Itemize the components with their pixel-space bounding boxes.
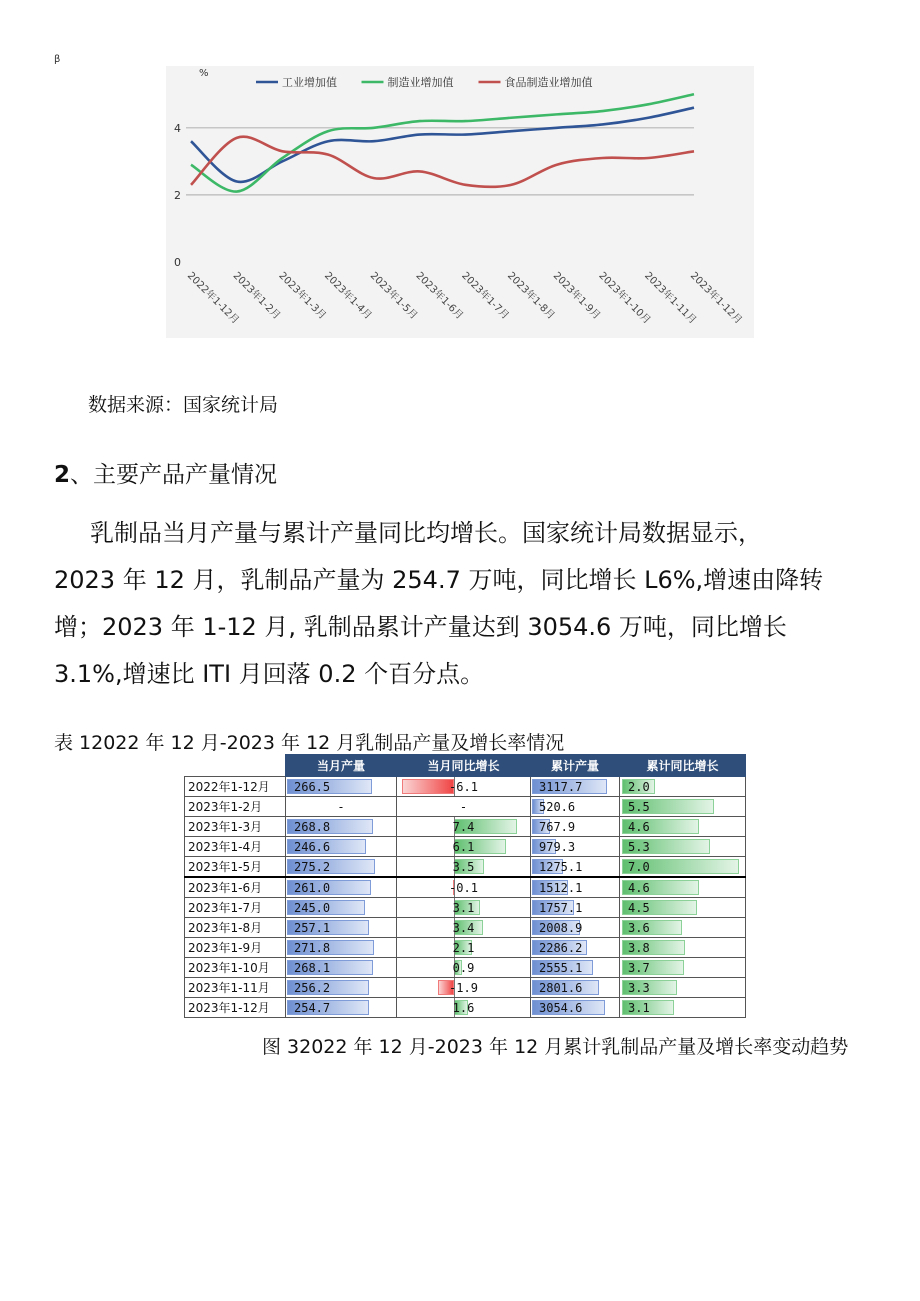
monthly-output-value: 268.8: [294, 819, 331, 834]
x-tick-label: 2023年1-11月: [642, 270, 699, 327]
body-paragraph: [54, 510, 874, 698]
monthly-yoy-cell: [397, 797, 531, 817]
monthly-yoy-cell: [397, 898, 531, 918]
cumulative-yoy-value: 3.1: [628, 1000, 650, 1015]
cumulative-output-value: 520.6: [539, 799, 576, 814]
cumulative-output-value: 979.3: [539, 839, 576, 854]
industrial-growth-chart: [166, 66, 754, 338]
row-label: 2023年1-7月: [185, 898, 286, 918]
legend-label: 制造业增加值: [387, 76, 454, 89]
cumulative-output-value: 1512.1: [539, 880, 583, 895]
row-label: 2022年1-12月: [185, 777, 286, 797]
section-number: 2: [54, 462, 71, 488]
cumulative-output-cell: [531, 777, 620, 797]
monthly-yoy-value: -6.1: [449, 779, 478, 794]
monthly-output-cell: [286, 918, 397, 938]
cumulative-yoy-cell: [620, 998, 746, 1018]
x-tick-label: 2023年1-7月: [459, 270, 511, 322]
monthly-yoy-value: 1.6: [452, 1000, 475, 1015]
cumulative-output-cell: [531, 877, 620, 898]
monthly-output-cell: [286, 898, 397, 918]
table-row: [185, 898, 746, 918]
figure-caption: 图 32022 年 12 月-2023 年 12 月累计乳制品产量及增长率变动趋势: [262, 1036, 849, 1058]
row-label: 2023年1-11月: [185, 978, 286, 998]
cumulative-yoy-value: 4.6: [628, 880, 650, 895]
monthly-output-cell: [286, 837, 397, 857]
row-label: 2023年1-5月: [185, 857, 286, 878]
cumulative-yoy-value: 5.5: [628, 799, 650, 814]
row-label: 2023年1-2月: [185, 797, 286, 817]
cumulative-yoy-value: 4.6: [628, 819, 650, 834]
monthly-yoy-cell: [397, 918, 531, 938]
table-row: [185, 837, 746, 857]
cumulative-yoy-value: 3.6: [628, 920, 650, 935]
cumulative-yoy-cell: [620, 817, 746, 837]
monthly-output-cell: [286, 877, 397, 898]
table-caption: 表 12022 年 12 月-2023 年 12 月乳制品产量及增长率情况: [54, 732, 565, 754]
table-row: [185, 978, 746, 998]
cumulative-output-cell: [531, 958, 620, 978]
row-label: 2023年1-4月: [185, 837, 286, 857]
monthly-yoy-value: 6.1: [452, 839, 475, 854]
y-axis-label: %: [199, 68, 209, 79]
monthly-yoy-value: 2.1: [452, 940, 475, 955]
monthly-yoy-cell: [397, 877, 531, 898]
x-tick-label: 2023年1-3月: [276, 270, 328, 322]
row-label: 2023年1-10月: [185, 958, 286, 978]
cumulative-yoy-value: 7.0: [628, 859, 650, 874]
y-tick-label: 4: [174, 121, 181, 135]
monthly-output-cell: [286, 938, 397, 958]
x-tick-label: 2023年1-12月: [687, 270, 744, 327]
monthly-yoy-value: -0.1: [449, 880, 478, 895]
cumulative-output-value: 2801.6: [539, 980, 583, 995]
table-row: [185, 797, 746, 817]
x-tick-label: 2022年1-12月: [184, 270, 241, 327]
cumulative-yoy-value: 3.7: [628, 960, 650, 975]
y-tick-label: 0: [174, 256, 181, 269]
cumulative-output-value: 2008.9: [539, 920, 583, 935]
cumulative-yoy-cell: [620, 857, 746, 878]
monthly-yoy-cell: [397, 837, 531, 857]
monthly-output-value: 271.8: [294, 940, 331, 955]
chart-svg: [166, 66, 754, 338]
section-title: 、主要产品产量情况: [70, 462, 278, 488]
x-tick-label: 2023年1-8月: [504, 270, 557, 322]
cumulative-output-cell: [531, 857, 620, 878]
monthly-output-cell: [286, 817, 397, 837]
data-source: 数据来源：国家统计局: [88, 394, 279, 416]
monthly-output-cell: [286, 797, 397, 817]
monthly-output-value: -: [337, 799, 345, 814]
x-tick-label: 2023年1-4月: [322, 270, 374, 322]
table-row: [185, 777, 746, 797]
cumulative-output-cell: [531, 898, 620, 918]
cumulative-output-value: 3054.6: [539, 1000, 583, 1015]
monthly-output-cell: [286, 857, 397, 878]
monthly-yoy-cell: [397, 817, 531, 837]
monthly-output-cell: [286, 998, 397, 1018]
header-cumulative-output: 累计产量: [531, 755, 620, 777]
table-row: [185, 817, 746, 837]
legend-label: 食品制造业增加值: [504, 76, 593, 89]
row-label: 2023年1-9月: [185, 938, 286, 958]
table-row: [185, 958, 746, 978]
row-label: 2023年1-6月: [185, 877, 286, 898]
monthly-yoy-value: -: [459, 799, 468, 814]
cumulative-yoy-value: 3.8: [628, 940, 650, 955]
table-row: [185, 918, 746, 938]
monthly-output-value: 257.1: [294, 920, 331, 935]
monthly-yoy-cell: [397, 998, 531, 1018]
cumulative-yoy-cell: [620, 797, 746, 817]
section-heading: [54, 456, 277, 489]
cumulative-yoy-cell: [620, 777, 746, 797]
monthly-yoy-value: 0.9: [452, 960, 475, 975]
table-row: [185, 877, 746, 898]
cumulative-output-value: 3117.7: [539, 779, 583, 794]
cumulative-output-cell: [531, 998, 620, 1018]
monthly-yoy-cell: [397, 978, 531, 998]
monthly-output-value: 268.1: [294, 960, 331, 975]
cumulative-output-cell: [531, 978, 620, 998]
monthly-output-value: 245.0: [294, 900, 331, 915]
row-label: 2023年1-12月: [185, 998, 286, 1018]
dairy-output-table: [184, 754, 746, 1018]
monthly-output-value: 256.2: [294, 980, 331, 995]
table-row: [185, 998, 746, 1018]
cumulative-yoy-cell: [620, 918, 746, 938]
row-label: 2023年1-8月: [185, 918, 286, 938]
paragraph-line: 增；2023 年 1-12 月, 乳制品累计产量达到 3054.6 万吨，同比增长: [54, 613, 787, 641]
monthly-yoy-value: -1.9: [449, 980, 478, 995]
monthly-yoy-value: 3.4: [452, 920, 475, 935]
cumulative-output-value: 2286.2: [539, 940, 583, 955]
cumulative-output-value: 1275.1: [539, 859, 583, 874]
monthly-yoy-value: 3.1: [452, 900, 475, 915]
monthly-output-value: 261.0: [294, 880, 331, 895]
cumulative-output-value: 1757.1: [539, 900, 583, 915]
cumulative-yoy-value: 5.3: [628, 839, 650, 854]
legend-label: 工业增加值: [282, 76, 337, 89]
cumulative-output-cell: [531, 837, 620, 857]
x-tick-label: 2023年1-9月: [550, 270, 603, 322]
cumulative-yoy-cell: [620, 938, 746, 958]
table-header-row: [185, 755, 746, 777]
row-label: 2023年1-3月: [185, 817, 286, 837]
cumulative-yoy-cell: [620, 877, 746, 898]
cumulative-yoy-value: 4.5: [628, 900, 650, 915]
page-marker: β: [54, 54, 61, 65]
monthly-output-value: 254.7: [294, 1000, 331, 1015]
series-line-3: [191, 137, 694, 187]
monthly-output-value: 266.5: [294, 779, 331, 794]
cumulative-yoy-value: 2.0: [628, 779, 650, 794]
cumulative-output-value: 2555.1: [539, 960, 583, 975]
cumulative-yoy-cell: [620, 978, 746, 998]
monthly-output-cell: [286, 978, 397, 998]
table-row: [185, 857, 746, 878]
cumulative-yoy-cell: [620, 837, 746, 857]
monthly-yoy-value: 7.4: [452, 819, 475, 834]
cumulative-output-cell: [531, 797, 620, 817]
monthly-output-cell: [286, 958, 397, 978]
monthly-yoy-cell: [397, 958, 531, 978]
monthly-yoy-cell: [397, 857, 531, 878]
x-tick-label: 2023年1-2月: [230, 270, 283, 322]
header-monthly-yoy: 当月同比增长: [397, 755, 531, 777]
x-tick-label: 2023年1-5月: [367, 270, 420, 322]
monthly-output-value: 246.6: [294, 839, 331, 854]
cumulative-yoy-cell: [620, 958, 746, 978]
cumulative-output-cell: [531, 918, 620, 938]
monthly-output-value: 275.2: [294, 859, 331, 874]
cumulative-output-cell: [531, 938, 620, 958]
cumulative-output-cell: [531, 817, 620, 837]
cumulative-output-value: 767.9: [539, 819, 576, 834]
cumulative-yoy-cell: [620, 898, 746, 918]
paragraph-line: 3.1%,增速比 ITI 月回落 0.2 个百分点。: [54, 660, 485, 688]
table-row: [185, 938, 746, 958]
x-tick-label: 2023年1-6月: [413, 270, 465, 322]
y-tick-label: 2: [174, 188, 181, 202]
paragraph-line: 2023 年 12 月，乳制品产量为 254.7 万吨，同比增长 L6%,增速由降转: [54, 566, 824, 594]
x-tick-label: 2023年1-10月: [596, 270, 653, 327]
monthly-output-cell: [286, 777, 397, 797]
monthly-yoy-cell: [397, 938, 531, 958]
cumulative-yoy-value: 3.3: [628, 980, 650, 995]
header-cumulative-yoy: 累计同比增长: [620, 755, 746, 777]
header-monthly-output: 当月产量: [286, 755, 397, 777]
monthly-yoy-cell: [397, 777, 531, 797]
monthly-yoy-value: 3.5: [452, 859, 475, 874]
paragraph-line: 乳制品当月产量与累计产量同比均增长。国家统计局数据显示，: [90, 519, 762, 547]
header-blank: [185, 755, 286, 777]
